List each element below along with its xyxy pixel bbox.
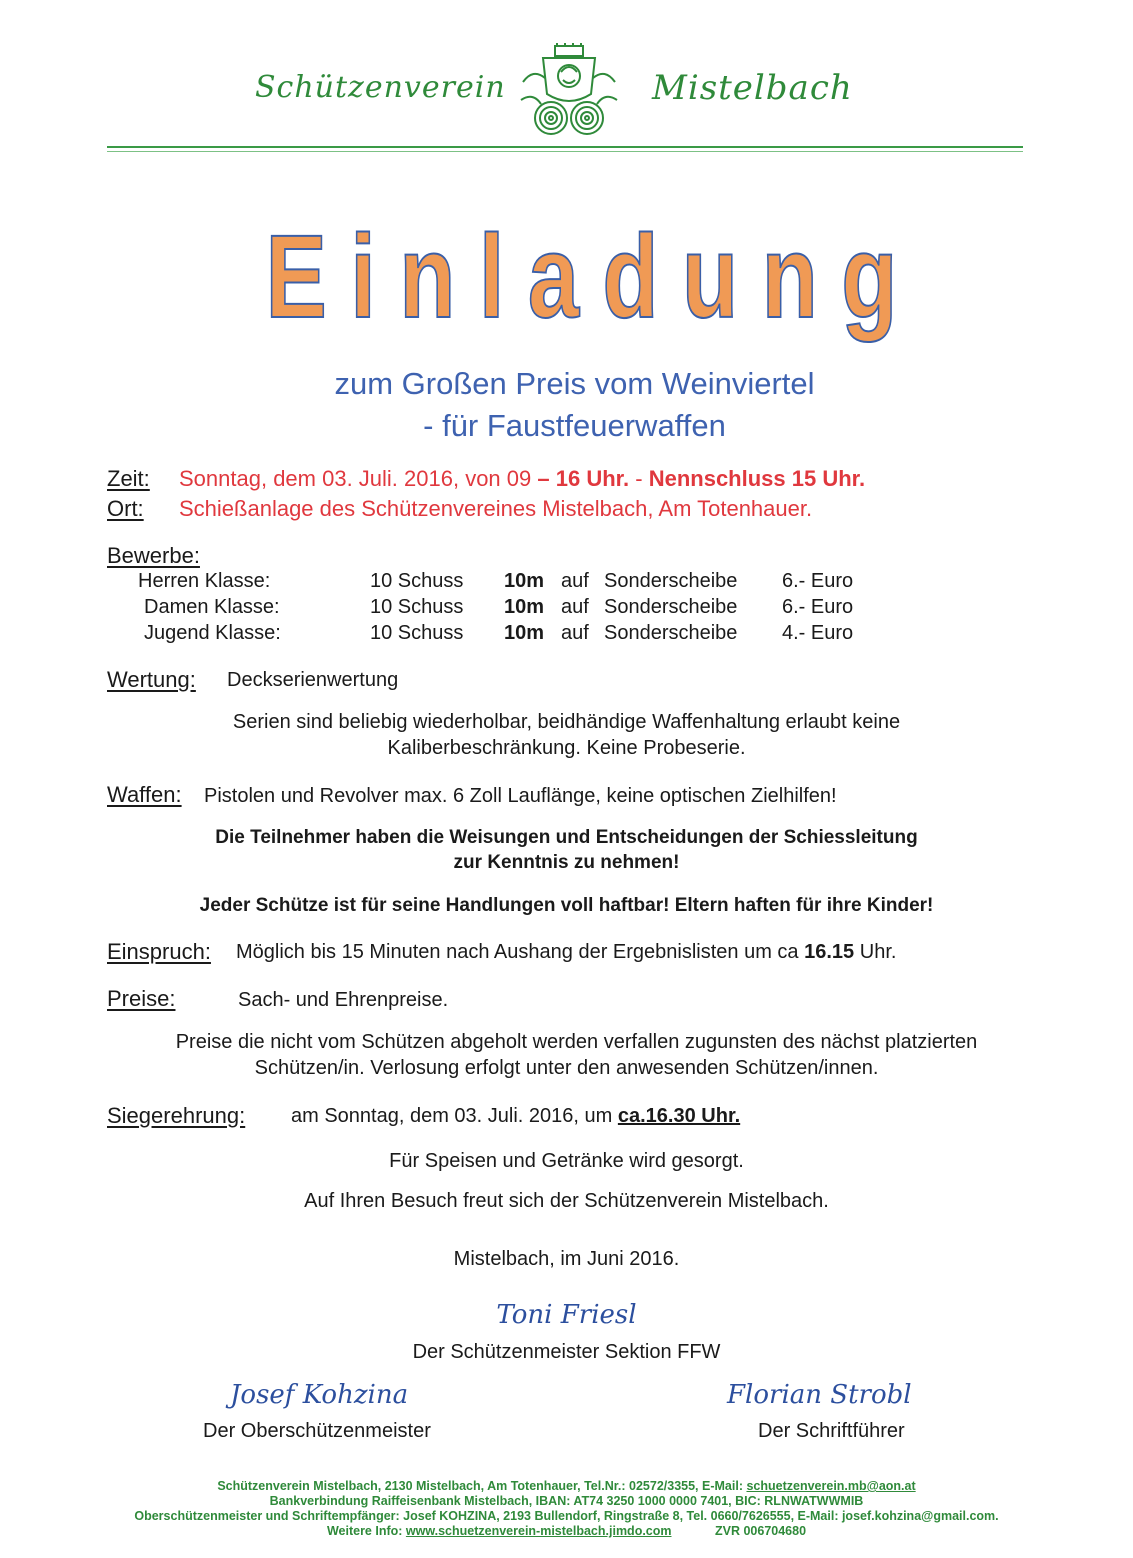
zeit-nennschluss: Nennschluss 15 Uhr. — [648, 466, 866, 491]
footer-line1 — [0, 1479, 1133, 1494]
price-cell: 4.- Euro — [782, 621, 854, 644]
bewerbe-label: Bewerbe: — [107, 543, 200, 568]
schuss-cell: 10 Schuss — [370, 595, 464, 618]
bewerbe-row — [0, 620, 853, 646]
header-divider-thin — [107, 151, 1023, 152]
zeit-value — [179, 466, 865, 492]
zeit-sep: - — [635, 466, 643, 491]
preise-value: Sach- und Ehrenpreise. — [238, 989, 449, 1011]
closing-welcome: Auf Ihren Besuch freut sich der Schützenverein Mistelbach. — [304, 1190, 829, 1212]
signature-left-role: Der Oberschützenmeister — [203, 1420, 431, 1442]
einspruch-label: Einspruch: — [107, 939, 211, 964]
auf-cell: auf — [561, 621, 589, 644]
zeit-dash: – — [537, 466, 550, 491]
klasse-cell: Jugend Klasse: — [144, 621, 281, 644]
signature-center-role: Der Schützenmeister Sektion FFW — [412, 1341, 721, 1363]
preise-label: Preise: — [107, 986, 176, 1011]
header-divider — [107, 146, 1023, 148]
place-date: Mistelbach, im Juni 2016. — [453, 1248, 680, 1270]
footer-zvr: ZVR 006704680 — [714, 1524, 807, 1538]
zeit-label: Zeit: — [107, 466, 150, 491]
siegerehrung-label: Siegerehrung: — [107, 1103, 246, 1128]
bewerbe-table — [0, 568, 853, 646]
closing-food: Für Speisen und Getränke wird gesorgt. — [389, 1150, 744, 1172]
schuss-cell: 10 Schuss — [370, 569, 464, 592]
einspruch-value — [236, 941, 896, 964]
subtitle-event: zum Großen Preis vom Weinviertel — [334, 366, 815, 401]
club-crest-logo — [515, 42, 623, 142]
distance-cell: 10m — [504, 595, 545, 618]
einspruch-text: Möglich bis 15 Minuten nach Aushang der Ergebnislisten um ca — [236, 941, 799, 963]
auf-cell: auf — [561, 595, 589, 618]
einspruch-suffix: Uhr. — [859, 941, 897, 963]
zeit-text: Sonntag, dem 03. Juli. 2016, von 09 — [179, 466, 532, 491]
waffen-value: Pistolen und Revolver max. 6 Zoll Lauflänge, keine optischen Zielhilfen! — [204, 785, 837, 807]
wertung-value: Deckserienwertung — [227, 669, 399, 691]
footer-address: Schützenverein Mistelbach, 2130 Mistelbach, Am Totenhauer, Tel.Nr.: 02572/3355, E-Mail: — [217, 1479, 743, 1493]
subtitle-category: - für Faustfeuerwaffen — [423, 408, 726, 443]
header-right-text: Mistelbach — [652, 68, 853, 108]
zeit-end: 16 Uhr. — [555, 466, 630, 491]
page-title: Einladung — [265, 211, 921, 343]
notice-rules-line2: zur Kenntnis zu nehmen! — [453, 852, 680, 873]
signature-center-name: Toni Friesl — [496, 1300, 637, 1330]
footer — [0, 1479, 1133, 1539]
distance-cell: 10m — [504, 569, 545, 592]
notice-liability: Jeder Schütze ist für seine Handlungen voll haftbar! Eltern haften für ihre Kinder! — [199, 895, 934, 916]
siegerehrung-value — [291, 1105, 740, 1128]
signature-right-name: Florian Strobl — [727, 1380, 912, 1410]
scheibe-cell: Sonderscheibe — [604, 595, 738, 618]
bewerbe-row — [0, 568, 853, 594]
siegerehrung-text: am Sonntag, dem 03. Juli. 2016, um — [291, 1105, 613, 1127]
ort-value: Schießanlage des Schützenvereines Mistelbach, Am Totenhauer. — [179, 496, 813, 521]
ort-label: Ort: — [107, 496, 144, 521]
schuss-cell: 10 Schuss — [370, 621, 464, 644]
einspruch-time: 16.15 — [804, 941, 855, 963]
footer-contact: Oberschützenmeister und Schriftempfänger: Josef KOHZINA, 2193 Bullendorf, Ringstraße 8, Tel. 0660/7626555, E-Mail: josef.kohzina@gmail.com. — [134, 1509, 999, 1523]
preise-para-line1: Preise die nicht vom Schützen abgeholt werden verfallen zugunsten des nächst platzierten — [175, 1031, 978, 1053]
scheibe-cell: Sonderscheibe — [604, 569, 738, 592]
price-cell: 6.- Euro — [782, 595, 854, 618]
siegerehrung-time: ca.16.30 Uhr. — [617, 1105, 741, 1127]
signature-right-role: Der Schriftführer — [758, 1420, 905, 1442]
header-left-text: Schützenverein — [255, 70, 506, 105]
footer-bank: Bankverbindung Raiffeisenbank Mistelbach, IBAN: AT74 3250 1000 0000 7401, BIC: RLNWATWWMIB — [269, 1494, 864, 1508]
wertung-label: Wertung: — [107, 667, 196, 692]
wertung-para-line1: Serien sind beliebig wiederholbar, beidhändige Waffenhaltung erlaubt keine — [232, 711, 901, 733]
notice-rules-line1: Die Teilnehmer haben die Weisungen und Entscheidungen der Schiessleitung — [215, 827, 918, 848]
klasse-cell: Damen Klasse: — [144, 595, 280, 618]
auf-cell: auf — [561, 569, 589, 592]
klasse-cell: Herren Klasse: — [138, 569, 271, 592]
preise-para-line2: Schützen/in. Verlosung erfolgt unter den anwesenden Schützen/innen. — [254, 1057, 879, 1079]
waffen-label: Waffen: — [107, 782, 182, 807]
signature-left-name: Josef Kohzina — [230, 1380, 409, 1410]
footer-website-link[interactable]: www.schuetzenverein-mistelbach.jimdo.com — [405, 1524, 672, 1538]
price-cell: 6.- Euro — [782, 569, 854, 592]
footer-info-label: Weitere Info: — [326, 1524, 403, 1538]
distance-cell: 10m — [504, 621, 545, 644]
footer-line4 — [0, 1524, 1133, 1539]
wertung-para-line2: Kaliberbeschränkung. Keine Probeserie. — [387, 737, 746, 759]
bewerbe-row — [0, 594, 853, 620]
scheibe-cell: Sonderscheibe — [604, 621, 738, 644]
footer-email-link[interactable]: schuetzenverein.mb@aon.at — [746, 1479, 916, 1493]
